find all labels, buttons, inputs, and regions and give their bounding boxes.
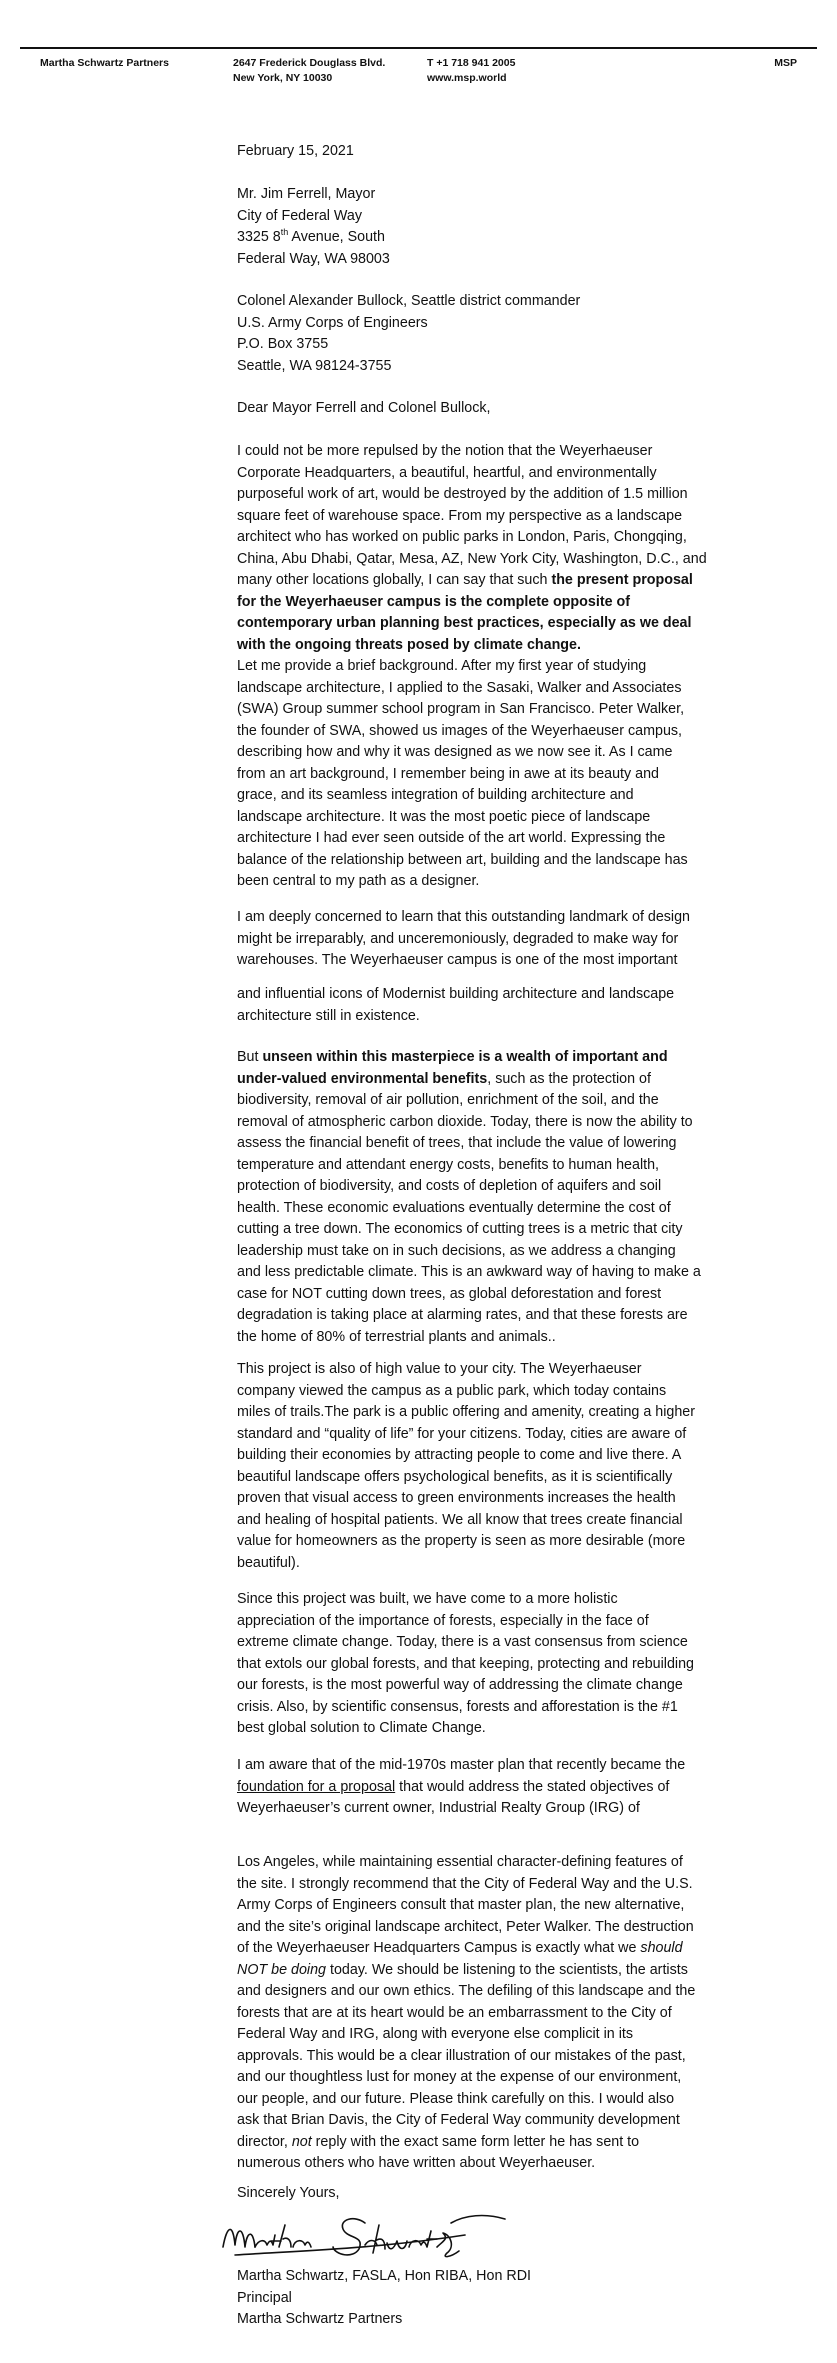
text-line: Weyerhaeuser’s current owner, Industrial Realty Group (IRG) of	[237, 1800, 640, 1816]
text-line: assess the financial benefit of trees, that include the value of lowering	[237, 1135, 677, 1151]
paragraph-5	[237, 1359, 782, 1574]
text-line: case for NOT cutting down trees, as global deforestation and forest	[237, 1285, 662, 1302]
recipient-2	[237, 291, 782, 377]
recipient-2-box: P.O. Box 3755	[237, 336, 329, 352]
text-line: describing how and why it was designed as we now see it. As I came	[237, 744, 673, 760]
text-line	[237, 1938, 782, 1960]
bold-text: the present proposal	[551, 572, 693, 588]
text-line: I am aware that of the mid-1970s master plan that recently became the	[237, 1757, 686, 1773]
text-line	[237, 1047, 782, 1069]
text-line: This project is also of high value to your city. The Weyerhaeuser	[237, 1361, 642, 1377]
text-run: of the Weyerhaeuser Headquarters Campus is exactly what we	[237, 1940, 641, 1956]
text-line: purposeful work of art, would be destroyed by the addition of 1.5 million	[237, 486, 688, 502]
text-line: and healing of hospital patients. We all know that trees create financial	[237, 1511, 683, 1528]
letterhead-rule	[20, 47, 817, 49]
text-line: I could not be more repulsed by the notion that the Weyerhaeuser	[237, 443, 653, 459]
paragraph-1	[237, 441, 782, 656]
text-line: biodiversity, removal of air pollution, enrichment of the soil, and the	[237, 1092, 659, 1108]
text-line: appreciation of the importance of forests, especially in the face of	[237, 1612, 649, 1629]
closing-text: Sincerely Yours,	[237, 2185, 340, 2201]
italic-text: should	[640, 1940, 683, 1956]
text-line: beautiful).	[237, 1554, 300, 1571]
logo-text: MSP	[774, 57, 797, 69]
text-line: our people, and our future. Please think carefully on this. I would also	[237, 2090, 675, 2107]
website-link[interactable]: www.msp.world	[427, 72, 507, 84]
phone-number: T +1 718 941 2005	[427, 57, 516, 69]
text-line: Army Corps of Engineers consult that master plan, the new alternative,	[237, 1897, 685, 1913]
text-line: and influential icons of Modernist building architecture and landscape	[237, 986, 675, 1002]
text-line: (SWA) Group summer school program in San Francisco. Peter Walker,	[237, 701, 685, 717]
text-line: crisis. Also, by scientific consensus, forests and afforestation is the #1	[237, 1698, 678, 1715]
paragraph-7	[237, 1755, 782, 1820]
text-line: the home of 80% of terrestrial plants and animals..	[237, 1328, 556, 1345]
text-line: ask that Brian Davis, the City of Federal Way community development	[237, 2112, 680, 2128]
text-run: director,	[237, 2133, 292, 2150]
text-line	[237, 570, 782, 592]
paragraph-2	[237, 656, 782, 893]
text-line: architecture I had ever seen outside of the art world. Expressing the	[237, 830, 666, 846]
paragraph-8	[237, 1852, 782, 2175]
text-line: health. These economic evaluations eventually determine the cost of	[237, 1199, 671, 1216]
text-line: leadership must take on in such decisions, as we address a changing	[237, 1242, 676, 1259]
text-line: warehouses. The Weyerhaeuser campus is one of the most important	[237, 952, 678, 968]
text-line: approvals. This would be a clear illustration of our mistakes of the past,	[237, 2047, 686, 2064]
text-run: many other locations globally, I can say that such	[237, 572, 552, 588]
letterhead-address	[233, 56, 385, 86]
text-line: might be irreparably, and unceremoniously, degraded to make way for	[237, 930, 679, 947]
bold-text: for the Weyerhaeuser campus is the complete opposite of	[237, 593, 630, 610]
text-line: architect who has worked on public parks in London, Paris, Chongqing,	[237, 529, 687, 545]
text-run: , such as the protection of	[487, 1070, 651, 1087]
text-line: protection of biodiversity, and costs of depletion of aquifers and soil	[237, 1178, 662, 1194]
text-line	[237, 1069, 782, 1091]
paragraph-4	[237, 1047, 782, 1348]
text-line: building their economies by attracting people to come and live there. A	[237, 1447, 682, 1463]
text-line: Let me provide a brief background. After my first year of studying	[237, 658, 647, 674]
text-run: that would address the stated objectives of	[395, 1778, 670, 1795]
text-line: the site. I strongly recommend that the City of Federal Way and the U.S.	[237, 1875, 693, 1892]
recipient-2-name: Colonel Alexander Bullock, Seattle district commander	[237, 293, 581, 309]
letterhead-contact	[427, 56, 515, 86]
text-line	[237, 592, 782, 614]
bold-text: unseen within this masterpiece is a wealth of important and	[262, 1049, 668, 1065]
text-line: landscape architecture. It was the most poetic piece of landscape	[237, 808, 651, 825]
text-line: degradation is taking place at alarming rates, and that these forests are	[237, 1307, 688, 1323]
letter-date	[237, 141, 782, 163]
signer-block	[237, 2266, 782, 2331]
text-line: the founder of SWA, showed us images of the Weyerhaeuser campus,	[237, 722, 683, 739]
text-line	[237, 635, 782, 657]
text-line: value for homeowners as the property is seen as more desirable (more	[237, 1533, 686, 1549]
text-run: reply with the exact same form letter he has sent to	[311, 2133, 640, 2150]
text-line: Los Angeles, while maintaining essential character-defining features of	[237, 1854, 683, 1870]
text-line	[237, 1777, 782, 1799]
text-line	[237, 1960, 782, 1982]
recipient-2-city: Seattle, WA 98124-3755	[237, 357, 392, 374]
address-line-1: 2647 Frederick Douglass Blvd.	[233, 57, 386, 69]
text-line: and our thoughtless lust for money at the expense of our environment,	[237, 2069, 682, 2085]
text-line: extreme climate change. Today, there is a vast consensus from science	[237, 1634, 688, 1650]
bold-text: with the ongoing threats posed by climate change.	[237, 636, 581, 653]
text-line: balance of the relationship between art, building and the landscape has	[237, 851, 688, 868]
italic-text: not	[291, 2133, 312, 2150]
letterhead-logo	[774, 56, 797, 71]
address-line-2: New York, NY 10030	[233, 72, 333, 84]
letterhead-firm	[40, 56, 169, 71]
text-line: and less predictable climate. This is an awkward way of having to make a	[237, 1264, 701, 1280]
recipient-1-street	[237, 227, 782, 249]
signature-image	[215, 2195, 515, 2265]
text-line: temperature and attendant energy costs, benefits to human health,	[237, 1156, 660, 1173]
recipient-1-org: City of Federal Way	[237, 207, 362, 224]
street-name: Avenue, South	[288, 229, 385, 245]
italic-text: NOT be doing	[237, 1961, 327, 1978]
paragraph-6	[237, 1589, 782, 1740]
paragraph-3	[237, 907, 782, 972]
bold-text: under-valued environmental benefits	[237, 1070, 488, 1087]
text-line: Since this project was built, we have come to a more holistic	[237, 1591, 618, 1607]
text-line: standard and “quality of life” for your citizens. Today, cities are aware of	[237, 1425, 687, 1442]
text-line: miles of trails.The park is a public offering and amenity, creating a higher	[237, 1404, 695, 1420]
recipient-1-name: Mr. Jim Ferrell, Mayor	[237, 186, 376, 202]
street-number: 3325 8	[237, 229, 281, 245]
text-line: Corporate Headquarters, a beautiful, heartful, and environmentally	[237, 464, 657, 481]
text-line: proven that visual access to green environments increases the health	[237, 1490, 676, 1506]
text-line: from an art background, I remember being in awe at its beauty and	[237, 765, 659, 782]
signer-firm: Martha Schwartz Partners	[237, 2311, 403, 2327]
text-line: our forests, is the most powerful way of addressing the climate change	[237, 1677, 683, 1693]
text-line: Federal Way and IRG, along with everyone else complicit in its	[237, 2026, 633, 2042]
signer-title: Principal	[237, 2289, 292, 2306]
text-line: architecture still in existence.	[237, 1007, 420, 1024]
text-line: forests that are at its heart would be an embarrassment to the City of	[237, 2004, 672, 2021]
text-line	[237, 2132, 782, 2154]
text-line: beautiful landscape offers psychological benefits, as it is scientifically	[237, 1468, 673, 1485]
recipient-2-org: U.S. Army Corps of Engineers	[237, 314, 428, 331]
text-line: landscape architecture, I applied to the Sasaki, Walker and Associates	[237, 679, 682, 696]
paragraph-3-continued	[237, 984, 782, 1027]
text-run: today. We should be listening to the scientists, the artists	[326, 1961, 688, 1978]
recipient-1	[237, 184, 782, 270]
bold-text: contemporary urban planning best practices, especially as we deal	[237, 615, 692, 631]
text-line: company viewed the campus as a public park, which today contains	[237, 1382, 667, 1399]
letterhead	[0, 0, 837, 95]
text-line: best global solution to Climate Change.	[237, 1720, 486, 1736]
text-line: cutting a tree down. The economics of cutting trees is a metric that city	[237, 1221, 683, 1237]
text-line: removal of atmospheric carbon dioxide. Today, there is now the ability to	[237, 1113, 693, 1130]
street-ordinal: th	[280, 227, 289, 238]
text-line: and designers and our own ethics. The defiling of this landscape and the	[237, 1983, 696, 1999]
text-line: and the site’s original landscape architect, Peter Walker. The destruction	[237, 1918, 694, 1935]
salutation	[237, 398, 782, 420]
text-line: that extols our global forests, and that keeping, protecting and rebuilding	[237, 1655, 695, 1672]
text-line: I am deeply concerned to learn that this outstanding landmark of design	[237, 909, 691, 925]
date-text: February 15, 2021	[237, 143, 354, 159]
text-line: numerous others who have written about Weyerhaeuser.	[237, 2155, 596, 2171]
text-line: grace, and its seamless integration of building architecture and	[237, 787, 634, 803]
firm-name: Martha Schwartz Partners	[40, 57, 169, 69]
salutation-text: Dear Mayor Ferrell and Colonel Bullock,	[237, 400, 491, 416]
signer-name: Martha Schwartz, FASLA, Hon RIBA, Hon RDI	[237, 2268, 531, 2284]
text-line: China, Abu Dhabi, Qatar, Mesa, AZ, New York City, Washington, D.C., and	[237, 550, 707, 567]
recipient-1-city: Federal Way, WA 98003	[237, 250, 390, 267]
text-line: been central to my path as a designer.	[237, 873, 480, 889]
text-run: But	[237, 1049, 263, 1065]
text-line	[237, 613, 782, 635]
proposal-link[interactable]: foundation for a proposal	[237, 1778, 396, 1795]
text-line: square feet of warehouse space. From my perspective as a landscape	[237, 507, 683, 524]
